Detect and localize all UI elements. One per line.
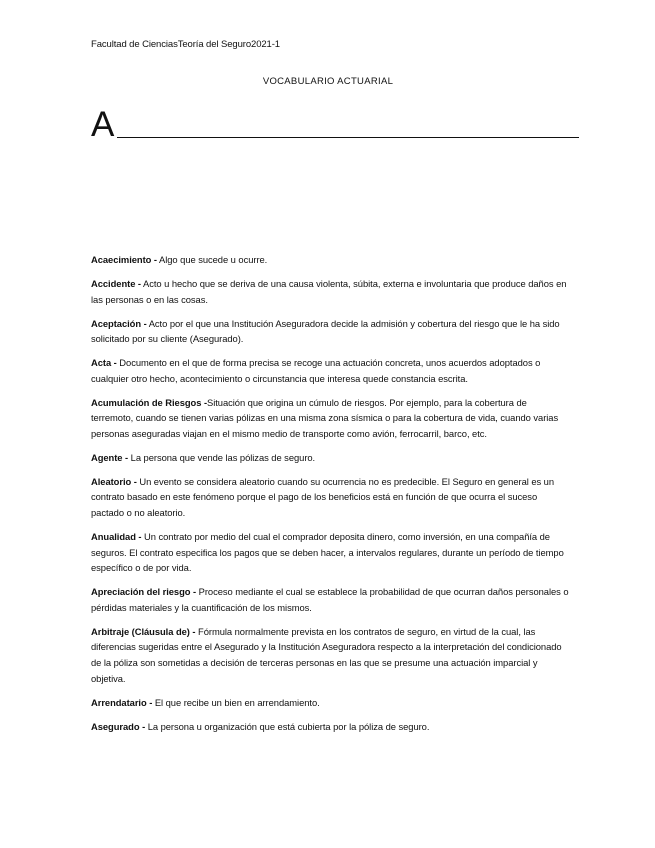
glossary-term: Asegurado - [91,720,146,732]
glossary-entry [91,719,571,735]
glossary-definition: Situación que origina un cúmulo de riesgos. Por ejemplo, para la cobertura de terremoto, cuando se tienen varias pólizas en una misma zona sísmica o para la cobertura de vida, cuando varias personas aseguradas viajan en el mismo medio de transporte como avión, ferrocarril, barco, etc. [91,396,559,439]
section-letter: A [91,105,115,144]
glossary-definition: Algo que sucede u ocurre. [157,254,268,265]
glossary-definition: Documento en el que de forma precisa se recoge una actuación concreta, unos acuerdos adoptados o cualquier otro hecho, acontecimiento o circunstancia que interesa quede constancia escrita. [91,357,541,384]
glossary-entry [91,355,571,386]
glossary-entry [91,450,571,466]
glossary-term: Agente - [91,451,129,463]
glossary-entry [91,584,571,615]
glossary-term: Aceptación - [91,317,147,329]
glossary-term: Apreciación del riesgo - [91,586,197,598]
glossary-term: Arrendatario - [91,696,153,708]
glossary-entry [91,316,571,347]
section-heading [91,105,579,145]
glossary-definition: Acto por el que una Institución Aseguradora decide la admisión y cobertura del riesgo que le ha sido solicitado por su cliente (Asegurado). [91,317,560,345]
section-underline [117,137,579,138]
glossary-definition: Un evento se considera aleatorio cuando su ocurrencia no es predecible. El Seguro en general es un contrato basado en este fenómeno porque el pago de los beneficios está en función de que ocurra el suceso pactado o no aleatorio. [91,475,555,519]
glossary-term: Anualidad - [91,531,142,543]
glossary-definition: La persona u organización que está cubierta por la póliza de seguro. [145,720,430,732]
glossary-entry [91,695,571,711]
glossary-definition: La persona que vende las pólizas de seguro. [128,451,316,463]
glossary-definition: Fórmula normalmente prevista en los contratos de seguro, en virtud de la cual, las diferencias sugeridas entre el Asegurado y la Institución Aseguradora respecto a la interpretación del condicionado de la póliza son sometidas a decisión de terceras personas en las que se presume una actuación imparcial y objetiva. [91,625,562,684]
glossary-entry [91,474,571,521]
glossary-term: Acaecimiento - [91,254,157,265]
glossary-entry [91,624,571,686]
glossary-term: Arbitraje (Cláusula de) - [91,625,196,637]
glossary-entry [91,529,571,576]
glossary-definition: El que recibe un bien en arrendamiento. [152,696,320,708]
document-title-text: VOCABULARIO ACTUARIAL [262,76,394,87]
glossary-entry [91,252,571,268]
glossary-term: Accidente - [91,277,141,289]
glossary-definition: Proceso mediante el cual se establece la probabilidad de que ocurran daños personales o pérdidas materiales y la cuantificación de los mismos. [91,586,569,613]
glossary-entry [91,276,571,307]
glossary-term: Aleatorio - [91,475,137,487]
glossary-definition: Acto u hecho que se deriva de una causa violenta, súbita, externa e involuntaria que produce daños en las personas o en las cosas. [91,277,567,305]
page-header: Facultad de CienciasTeoría del Seguro2021-1 [91,39,280,50]
glossary-entry [91,395,571,442]
glossary-term: Acumulación de Riesgos - [91,396,208,408]
glossary-term: Acta - [91,357,117,369]
glossary-definition: Un contrato por medio del cual el comprador deposita dinero, como inversión, en una compañía de seguros. El contrato especifica los pagos que se deben hacer, a intervalos regulares, durante un período de tiempo específico o de por vida. [91,531,564,574]
document-title [0,76,655,87]
glossary-entries [91,252,571,743]
